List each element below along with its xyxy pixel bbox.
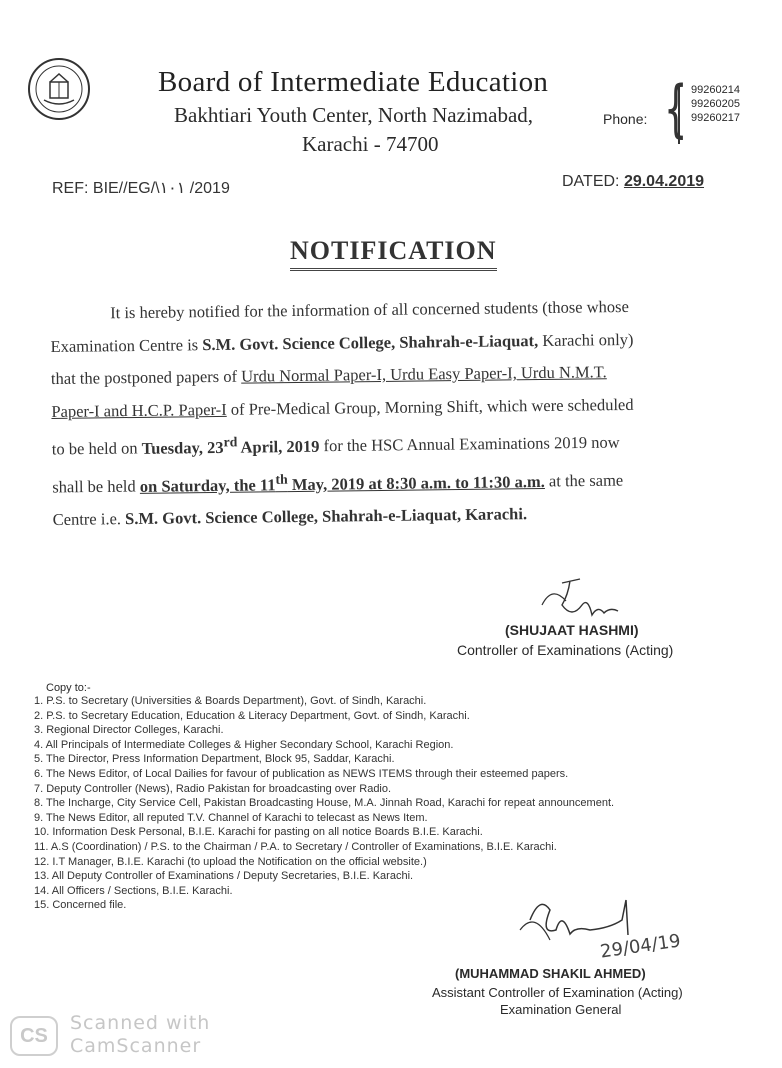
- list-item: 11. A.S (Coordination) / P.S. to the Chairman / P.A. to Secretary / Controller of Examinations, B.I.E. Karachi.: [34, 840, 557, 853]
- notification-body: [50, 290, 733, 537]
- papers-list: Urdu Normal Paper-I, Urdu Easy Paper-I, Urdu N.M.T.: [241, 362, 607, 386]
- phone-label: Phone:: [603, 111, 648, 127]
- exam-centre-name: S.M. Govt. Science College, Shahrah-e-Liaquat, Karachi.: [124, 504, 528, 529]
- ordinal-suffix: rd: [223, 433, 238, 449]
- original-day: Tuesday, 23: [141, 437, 224, 458]
- body-line: [53, 496, 733, 537]
- camscanner-logo: CS: [10, 1016, 58, 1056]
- new-schedule: [140, 471, 545, 495]
- list-item: 6. The News Editor, of Local Dailies for favour of publication as NEWS ITEMS through their esteemed papers.: [34, 767, 569, 780]
- phone-brace: {: [663, 72, 688, 145]
- body-text: shall be held: [52, 476, 140, 497]
- list-item: 2. P.S. to Secretary Education, Education & Literacy Department, Govt. of Sindh, Karachi.: [34, 709, 470, 722]
- list-item: 5. The Director, Press Information Department, Block 95, Saddar, Karachi.: [34, 753, 395, 766]
- body-text: Karachi only): [538, 329, 634, 350]
- original-date: [141, 433, 320, 458]
- board-seal-emblem: [28, 58, 90, 120]
- signatory-1-name: (SHUJAAT HASHMI): [505, 622, 639, 638]
- body-text: Examination Centre is: [50, 334, 203, 356]
- phone-numbers: [691, 83, 740, 125]
- body-text: that the postponed papers of: [50, 366, 242, 388]
- list-item: 1. P.S. to Secretary (Universities & Boards Department), Govt. of Sindh, Karachi.: [34, 695, 427, 707]
- camscanner-watermark: [70, 1012, 210, 1058]
- exam-centre-name: S.M. Govt. Science College, Shahrah-e-Liaquat,: [202, 330, 539, 354]
- signatory-1-title: Controller of Examinations (Acting): [457, 642, 674, 658]
- body-text: It is hereby notified for the information of all concerned students (those whose: [110, 296, 629, 323]
- papers-list: Paper-I and H.C.P. Paper-I: [51, 399, 227, 421]
- watermark-line-2: CamScanner: [70, 1035, 202, 1057]
- phone-number: 99260214: [691, 84, 740, 96]
- ordinal-suffix: th: [275, 471, 288, 487]
- dated-value: 29.04.2019: [623, 173, 705, 190]
- list-item: 4. All Principals of Intermediate Colleges & Higher Secondary School, Karachi Region.: [34, 738, 454, 751]
- list-item: 15. Concerned file.: [34, 899, 127, 912]
- body-text: Centre i.e.: [52, 509, 126, 529]
- phone-number: 99260217: [691, 112, 740, 124]
- signatory-2-name: (MUHAMMAD SHAKIL AHMED): [455, 966, 646, 981]
- new-day: on Saturday, the 11: [139, 474, 276, 496]
- org-name: Board of Intermediate Education: [158, 66, 549, 98]
- reference-number: REF: BIE//EG/\١٠١ /2019: [52, 180, 230, 197]
- list-item: 14. All Officers / Sections, B.I.E. Karachi.: [34, 884, 233, 897]
- body-text: at the same: [544, 470, 624, 491]
- date-line: [562, 173, 704, 191]
- notification-title: NOTIFICATION: [290, 236, 497, 271]
- list-item: 3. Regional Director Colleges, Karachi.: [34, 724, 224, 737]
- list-item: 12. I.T Manager, B.I.E. Karachi (to upload the Notification on the official website.): [34, 855, 427, 868]
- body-text: for the HSC Annual Examinations 2019 now: [319, 432, 620, 456]
- new-date-time: May, 2019 at 8:30 a.m. to 11:30 a.m.: [287, 471, 545, 494]
- body-text: of Pre-Medical Group, Morning Shift, which were scheduled: [226, 394, 634, 419]
- list-item: 9. The News Editor, all reputed T.V. Channel of Karachi to telecast as News Item.: [34, 811, 428, 824]
- signatory-2-title: Assistant Controller of Examination (Acting): [432, 985, 683, 1000]
- copy-to-list: [34, 694, 614, 913]
- watermark-line-1: Scanned with: [70, 1012, 211, 1034]
- list-item: 10. Information Desk Personal, B.I.E. Karachi for pasting on all notice Boards B.I.E. Karachi.: [34, 826, 483, 839]
- phone-divider: [678, 84, 683, 144]
- address-line-2: Karachi - 74700: [302, 132, 439, 156]
- body-text: to be held on: [51, 438, 142, 459]
- copy-to-heading: Copy to:-: [46, 682, 91, 694]
- signature-2: [510, 890, 740, 975]
- handwritten-date: 29/04/19: [598, 930, 682, 963]
- list-item: 8. The Incharge, City Service Cell, Pakistan Broadcasting House, M.A. Jinnah Road, Karachi for repeat announcement.: [34, 797, 615, 810]
- list-item: 13. All Deputy Controller of Examinations / Deputy Secretaries, B.I.E. Karachi.: [34, 870, 414, 883]
- dated-label: DATED:: [562, 173, 620, 190]
- list-item: 7. Deputy Controller (News), Radio Pakistan for broadcasting over Radio.: [34, 782, 392, 795]
- signatory-2-department: Examination General: [500, 1002, 622, 1017]
- address-line-1: Bakhtiari Youth Center, North Nazimabad,: [174, 103, 534, 127]
- phone-number: 99260205: [691, 98, 740, 110]
- original-month-year: April, 2019: [237, 436, 320, 457]
